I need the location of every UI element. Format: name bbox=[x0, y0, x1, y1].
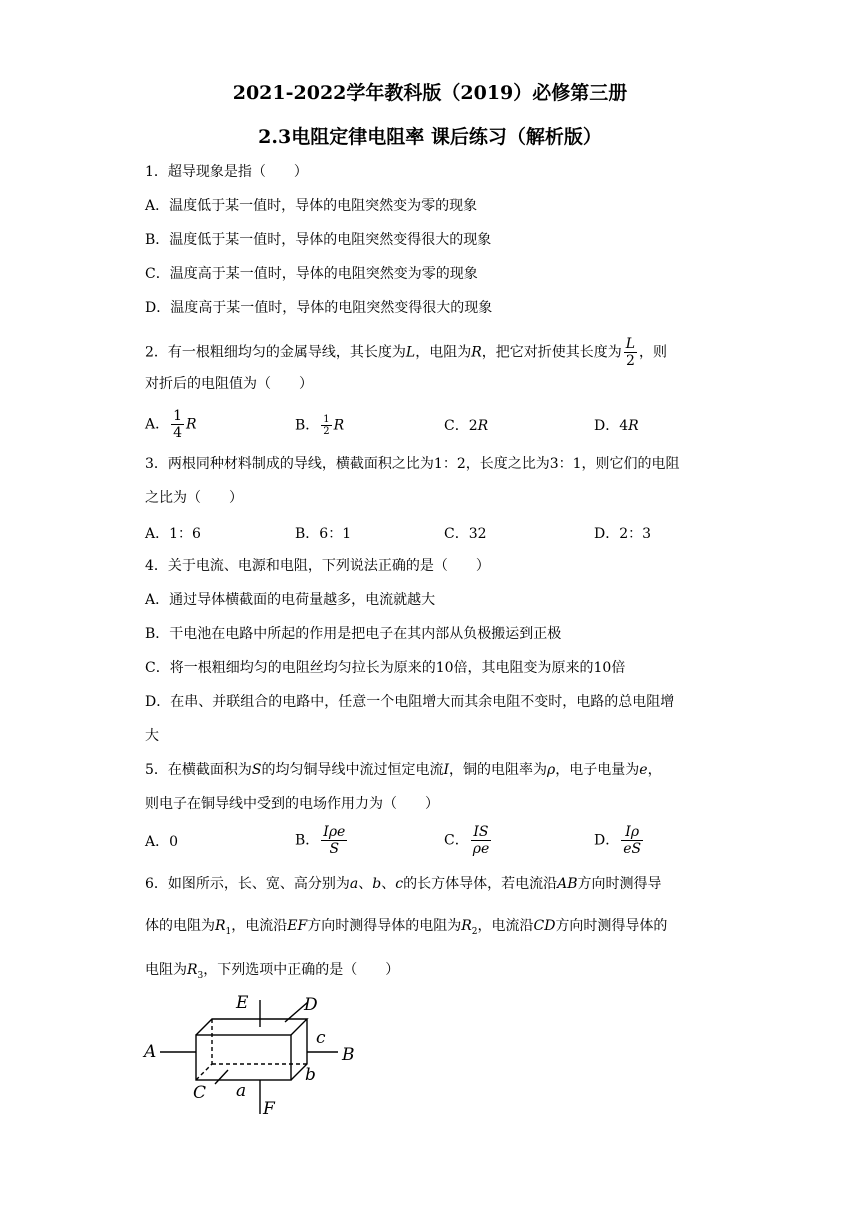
q4-option-d-cont: 大 bbox=[145, 728, 159, 744]
q1-option-b: B．温度低于某一值时，导体的电阻突然变得很大的现象 bbox=[145, 232, 492, 248]
q1-option-a: A．温度低于某一值时，导体的电阻突然变为零的现象 bbox=[145, 198, 478, 214]
q4-option-c: C．将一根粗细均匀的电阻丝均匀拉长为原来的10倍，其电阻变为原来的10倍 bbox=[145, 660, 626, 676]
label-b-point: B bbox=[342, 1045, 355, 1065]
q1-stem: 1．超导现象是指（ ） bbox=[145, 164, 308, 180]
q5-stem-line-2: 则电子在铜导线中受到的电场作用力为（ ） bbox=[145, 796, 439, 812]
q1-option-c: C．温度高于某一值时，导体的电阻突然变为零的现象 bbox=[145, 266, 478, 282]
title-line-2: 2.3电阻定律电阻率 课后练习（解析版） bbox=[258, 126, 602, 148]
q3-option-d: D．2：3 bbox=[594, 526, 652, 542]
q6-stem: 6．如图所示，长、宽、高分别为a、b、c的长方体导体，若电流沿AB方向时测得导 bbox=[145, 876, 662, 892]
q4-option-d: D．在串、并联组合的电路中，任意一个电阻增大而其余电阻不变时，电路的总电阻增 bbox=[145, 694, 675, 710]
q2-option-d: D．4R bbox=[594, 418, 639, 434]
q6-stem-line-2: 体的电阻为$R_1$，电流沿EF方向时测得导体的电阻为$R_2$，电流沿CD方向时测得导体的 bbox=[145, 918, 668, 937]
q3-stem: 3．两根同种材料制成的导线，横截面积之比为1：2，长度之比为3：1，则它们的电阻 bbox=[145, 456, 680, 472]
q3-stem-line-2: 之比为（ ） bbox=[145, 490, 243, 506]
q3-option-a: A．1：6 bbox=[145, 526, 201, 542]
q2-stem: 2．有一根粗细均匀的金属导线，其长度为L，电阻为R，把它对折使其长度为 $\frac{L}{2}$ ，则 bbox=[145, 336, 668, 369]
q3-option-c: C．32 bbox=[444, 526, 487, 542]
q2-option-b: B． $\frac{1}{2}$ R bbox=[295, 414, 345, 437]
label-d: D bbox=[304, 995, 318, 1015]
label-c-point: C bbox=[193, 1083, 207, 1103]
q1-option-d: D．温度高于某一值时，导体的电阻突然变得很大的现象 bbox=[145, 300, 493, 316]
q5-stem: 5．在横截面积为S的均匀铜导线中流过恒定电流I，铜的电阻率为ρ，电子电量为e， bbox=[145, 762, 662, 778]
label-height-c: c bbox=[316, 1028, 326, 1048]
q2-stem-line-2: 对折后的电阻值为（ ） bbox=[145, 376, 313, 392]
fraction-l-over-2: $\frac{L}{2}$ bbox=[625, 336, 636, 369]
q5-option-a: A．0 bbox=[145, 834, 179, 850]
label-length-a: a bbox=[236, 1081, 247, 1101]
label-a-point: A bbox=[144, 1042, 157, 1062]
label-f: F bbox=[263, 1099, 275, 1119]
title-line-1: 2021-2022学年教科版（2019）必修第三册 bbox=[232, 82, 628, 104]
q2-option-c: C．2R bbox=[444, 418, 489, 434]
q2-option-a: A． $\frac{1}{4}$ R bbox=[145, 408, 197, 441]
q5-option-b: B． $\frac{\text{Iρe}}{S}$ bbox=[295, 824, 346, 857]
label-width-b: b bbox=[305, 1065, 316, 1085]
q4-option-a: A．通过导体横截面的电荷量越多，电流就越大 bbox=[145, 592, 436, 608]
q3-option-b: B．6：1 bbox=[295, 526, 352, 542]
front-face bbox=[196, 1035, 291, 1080]
cuboid-conductor-figure bbox=[140, 990, 370, 1120]
lead-c bbox=[215, 1070, 228, 1084]
q6-stem-line-3: 电阻为$R_3$，下列选项中正确的是（ ） bbox=[145, 962, 400, 981]
q4-stem: 4．关于电流、电源和电阻，下列说法正确的是（ ） bbox=[145, 558, 490, 574]
label-e: E bbox=[236, 993, 249, 1013]
q5-option-d: D． $\frac{I\rho}{eS}$ bbox=[594, 824, 642, 857]
q5-option-c: C． $\frac{IS}{\rho e}$ bbox=[444, 824, 490, 857]
q4-option-b: B．干电池在电路中所起的作用是把电子在其内部从负极搬运到正极 bbox=[145, 626, 562, 642]
